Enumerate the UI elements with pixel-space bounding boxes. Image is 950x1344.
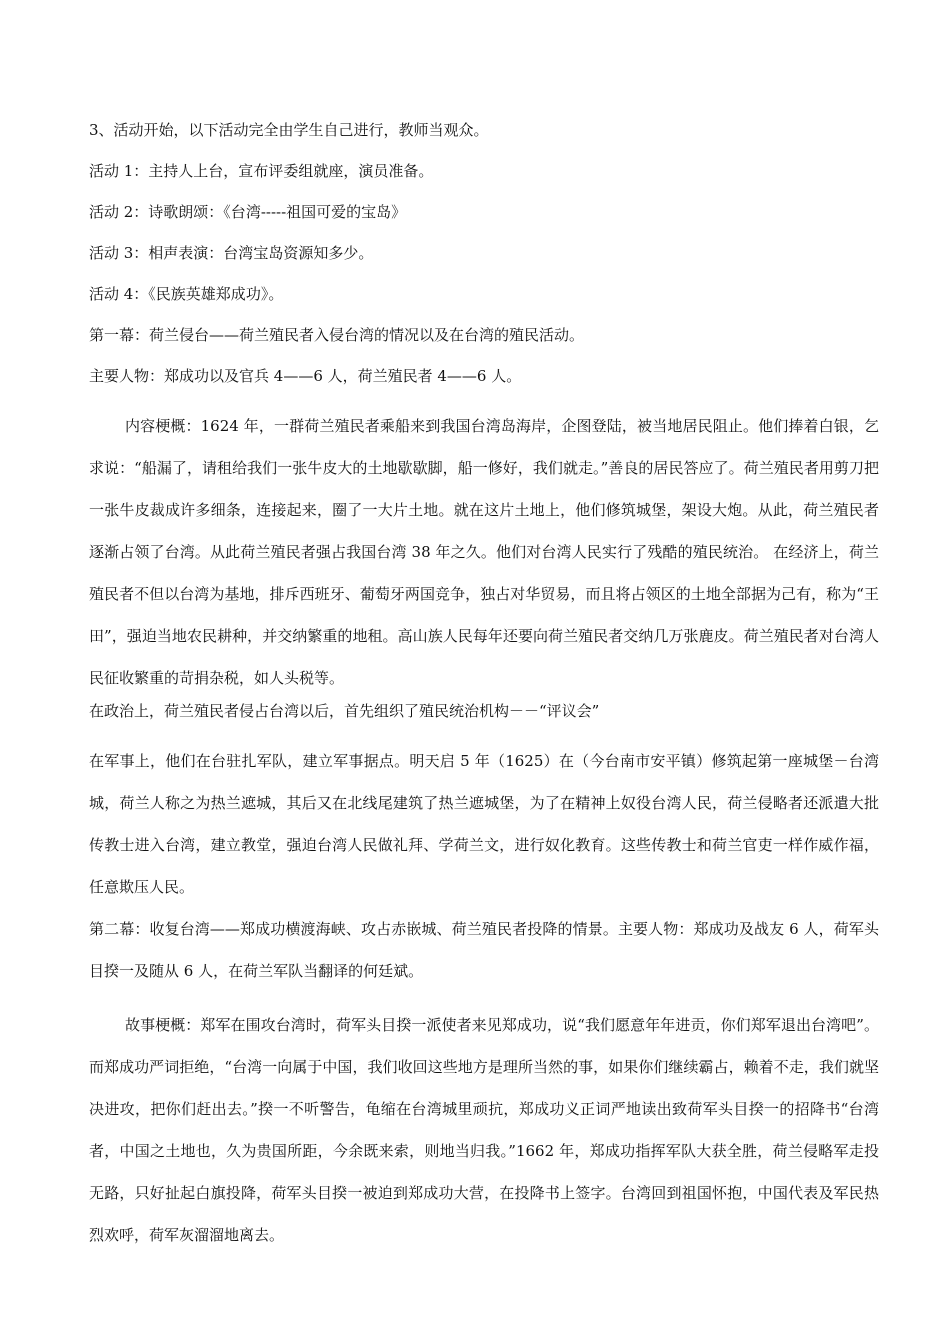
paragraph-act-two: 第二幕：收复台湾——郑成功横渡海峡、攻占赤嵌城、荷兰殖民者投降的情景。主要人物：郑成功及战友 6 人，荷军头目揆一及随从 6 人，在荷兰军队当翻译的何廷斌。	[89, 920, 879, 980]
paragraph-activity-1: 活动 1：主持人上台，宣布评委组就座，演员准备。	[89, 162, 434, 180]
paragraph-gap	[89, 992, 879, 1004]
paragraph-activity-3: 活动 3：相声表演：台湾宝岛资源知多少。	[89, 244, 374, 262]
paragraph-military: 在军事上，他们在台驻扎军队，建立军事据点。明天启 5 年（1625）在（今台南市安平镇）修筑起第一座城堡－台湾城，荷兰人称之为热兰遮城，其后又在北线尾建筑了热兰遮城堡，为了在精神上奴役台湾人民，荷兰侵略者还派遣大批传教士进入台湾，建立教堂，强迫台湾人民做礼拜、学荷兰文，进行奴化教育。这些传教士和荷兰官吏一样作威作福，任意欺压人民。	[89, 752, 879, 896]
paragraph-politics: 在政治上，荷兰殖民者侵占台湾以后，首先组织了殖民统治机构－－“评议会”	[89, 702, 600, 720]
paragraph-activity-4: 活动 4：《民族英雄郑成功》。	[89, 285, 284, 303]
paragraph-main-characters: 主要人物：郑成功以及官兵 4——6 人，荷兰殖民者 4——6 人。	[89, 367, 522, 385]
paragraph-act-one: 第一幕：荷兰侵台——荷兰殖民者入侵台湾的情况以及在台湾的殖民活动。	[89, 326, 585, 344]
paragraph-story-outline: 故事梗概：郑军在围攻台湾时，荷军头目揆一派使者来见郑成功，说“我们愿意年年进贡，你们郑军退出台湾吧”。而郑成功严词拒绝，“台湾一向属于中国，我们收回这些地方是理所当然的事，如果你们继续霸占，赖着不走，我们就坚决进攻，把你们赶出去。”揆一不听警告，龟缩在台湾城里顽抗，郑成功义正词严地读出致荷军头目揆一的招降书“台湾者，中国之土地也，久为贵国所距，今余既来索，则地当归我。”1662 年，郑成功指挥军队大获全胜，荷兰侵略军走投无路，只好扯起白旗投降，荷军头目揆一被迫到郑成功大营，在投降书上签字。台湾回到祖国怀抱，中国代表及军民热烈欢呼，荷军灰溜溜地离去。	[89, 1016, 879, 1244]
document-body	[89, 118, 879, 1256]
paragraph-activity-start: 3、活动开始，以下活动完全由学生自己进行，教师当观众。	[89, 121, 489, 139]
paragraph-content-outline: 内容梗概：1624 年，一群荷兰殖民者乘船来到我国台湾岛海岸，企图登陆，被当地居民阻止。他们捧着白银，乞求说：“船漏了，请租给我们一张牛皮大的土地歇歇脚，船一修好，我们就走。”善良的居民答应了。荷兰殖民者用剪刀把一张牛皮裁成许多细条，连接起来，圈了一大片土地。就在这片土地上，他们修筑城堡，架设大炮。从此，荷兰殖民者逐渐占领了台湾。从此荷兰殖民者强占我国台湾 38 年之久。他们对台湾人民实行了残酷的殖民统治。 在经济上，荷兰殖民者不但以台湾为基地，排斥西班牙、葡萄牙两国竞争，独占对华贸易，而且将占领区的土地全部据为己有，称为“王田”，强迫当地农民耕种，并交纳繁重的地租。高山族人民每年还要向荷兰殖民者交纳几万张鹿皮。荷兰殖民者对台湾人民征收繁重的苛捐杂税，如人头税等。	[89, 417, 879, 687]
paragraph-activity-2: 活动 2：诗歌朗颂：《台湾-----祖国可爱的宝岛》	[89, 203, 407, 221]
